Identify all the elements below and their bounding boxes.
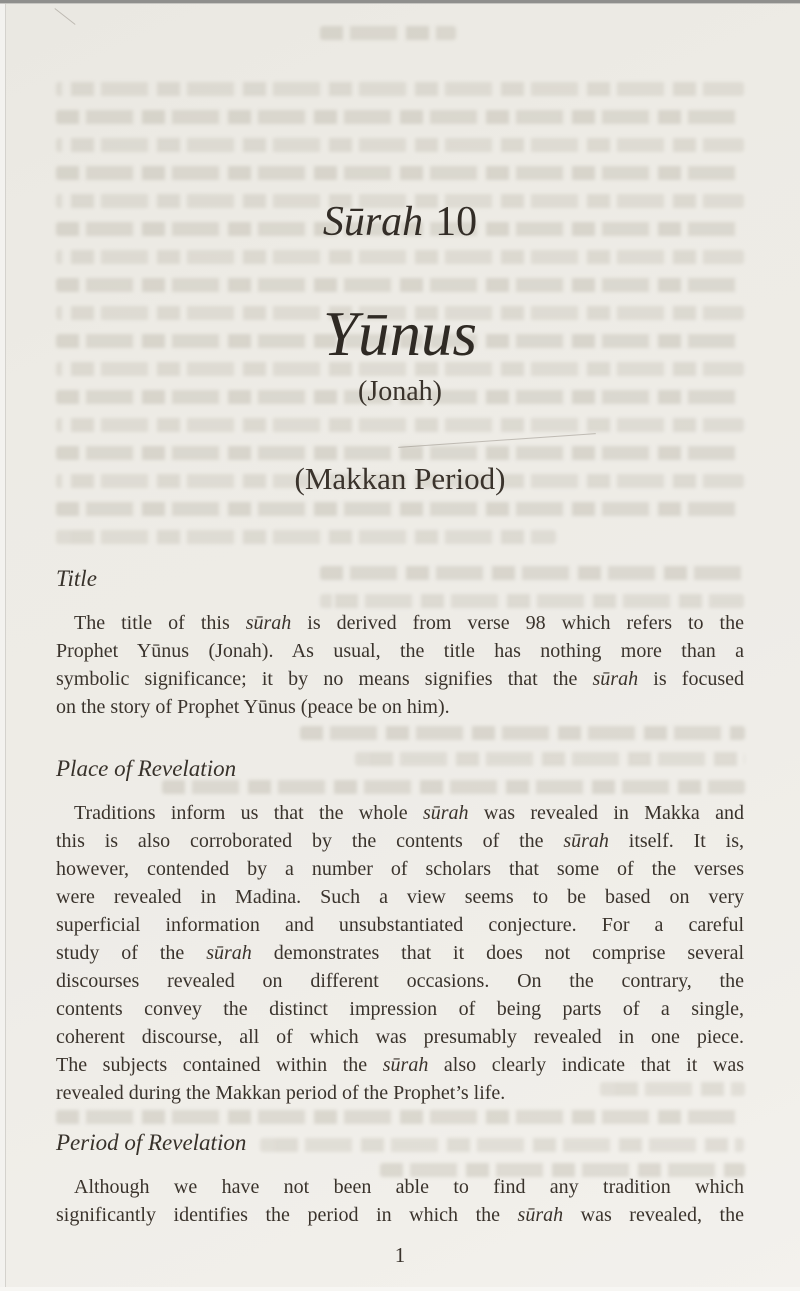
body-line bbox=[56, 1023, 744, 1051]
italic-term: sūrah bbox=[563, 830, 609, 852]
text-segment: symbolic significance; it by no means signifies that the bbox=[56, 668, 593, 690]
italic-term: sūrah bbox=[245, 612, 292, 634]
italic-term: sūrah bbox=[592, 668, 639, 690]
paragraph bbox=[56, 1173, 744, 1229]
text-segment: superficial information and unsubstantiated conjecture. For a careful bbox=[56, 914, 744, 936]
surah-heading bbox=[56, 197, 744, 247]
body-line bbox=[56, 799, 744, 827]
text-segment: The title of this bbox=[74, 612, 246, 634]
bleedthrough-line bbox=[56, 138, 744, 152]
text-segment: Although we have not been able to find any tradition which bbox=[74, 1176, 744, 1198]
text-segment: also clearly indicate that it was bbox=[428, 1054, 744, 1076]
body-line bbox=[56, 827, 744, 855]
body-line bbox=[56, 1079, 744, 1107]
text-segment: Prophet Yūnus (Jonah). As usual, the title has nothing more than a bbox=[56, 640, 744, 662]
body-line bbox=[56, 995, 744, 1023]
text-segment: on the story of Prophet Yūnus (peace be on him). bbox=[56, 696, 450, 718]
body-line bbox=[56, 911, 744, 939]
bleedthrough-line bbox=[300, 726, 745, 740]
italic-term: sūrah bbox=[422, 802, 469, 824]
section bbox=[56, 565, 744, 721]
surah-number: 10 bbox=[435, 199, 478, 245]
text-segment: revealed during the Makkan period of the Prophet’s life. bbox=[56, 1082, 506, 1104]
text-segment: Traditions inform us that the whole bbox=[74, 802, 423, 824]
scan-edge-bottom bbox=[0, 1287, 800, 1291]
text-segment: contents convey the distinct impression of being parts of a single, bbox=[56, 998, 744, 1020]
text-segment: study of the bbox=[56, 942, 207, 964]
bleedthrough-line bbox=[56, 82, 744, 96]
body-line bbox=[56, 637, 744, 665]
text-segment: demonstrates that it does not comprise several bbox=[251, 942, 745, 964]
bleedthrough-line bbox=[56, 166, 744, 180]
surah-title: Yūnus bbox=[322, 299, 478, 369]
page-number: 1 bbox=[394, 1243, 406, 1267]
text-segment: The subjects contained within the bbox=[56, 1054, 383, 1076]
revelation-place-label: (Makkan Period) bbox=[294, 461, 506, 496]
bleedthrough-line bbox=[56, 418, 744, 432]
text-segment: significantly identifies the period in which the bbox=[56, 1204, 518, 1226]
bleedthrough-line bbox=[320, 26, 456, 40]
bleedthrough-line bbox=[56, 530, 556, 544]
bleedthrough-line bbox=[56, 502, 744, 516]
bleedthrough-line bbox=[56, 250, 744, 264]
italic-term: sūrah bbox=[517, 1204, 564, 1226]
text-segment: was revealed, the bbox=[563, 1204, 744, 1226]
title-translation: (Jonah) bbox=[358, 376, 442, 407]
section bbox=[56, 755, 744, 1107]
text-segment: itself. It is, bbox=[608, 830, 745, 852]
section-heading: Title bbox=[56, 566, 97, 591]
text-segment: were revealed in Madina. Such a view seems to be based on very bbox=[56, 886, 744, 908]
text-segment: is focused bbox=[638, 668, 744, 690]
bleedthrough-line bbox=[56, 1110, 744, 1124]
body-line bbox=[56, 939, 744, 967]
paragraph bbox=[56, 799, 744, 1107]
body-line bbox=[56, 1173, 744, 1201]
body-line bbox=[56, 1201, 744, 1229]
text-segment: is derived from verse 98 which refers to the bbox=[291, 612, 744, 634]
body-line bbox=[56, 693, 744, 721]
text-segment: was revealed in Makka and bbox=[468, 802, 744, 824]
scan-edge-top-line bbox=[0, 3, 800, 4]
body-line bbox=[56, 665, 744, 693]
section bbox=[56, 1129, 744, 1229]
bleedthrough-line bbox=[56, 446, 744, 460]
bleedthrough-line bbox=[56, 110, 744, 124]
body-line bbox=[56, 855, 744, 883]
text-segment: discourses revealed on different occasions. On the contrary, the bbox=[56, 970, 744, 992]
body-line bbox=[56, 967, 744, 995]
paragraph bbox=[56, 609, 744, 721]
text-segment: however, contended by a number of scholars that some of the verses bbox=[56, 858, 744, 880]
body-line bbox=[56, 609, 744, 637]
surah-word: Sūrah bbox=[322, 199, 424, 245]
italic-term: sūrah bbox=[382, 1054, 429, 1076]
body-line bbox=[56, 1051, 744, 1079]
text-segment: this is also corroborated by the contents of the bbox=[56, 830, 564, 852]
text-segment: coherent discourse, all of which was presumably revealed in one piece. bbox=[56, 1026, 744, 1048]
body-line bbox=[56, 883, 744, 911]
bleedthrough-line bbox=[56, 278, 744, 292]
section-heading: Period of Revelation bbox=[56, 1130, 247, 1155]
section-heading: Place of Revelation bbox=[56, 756, 237, 781]
scan-edge-left-line bbox=[5, 0, 6, 1291]
italic-term: sūrah bbox=[206, 942, 252, 964]
